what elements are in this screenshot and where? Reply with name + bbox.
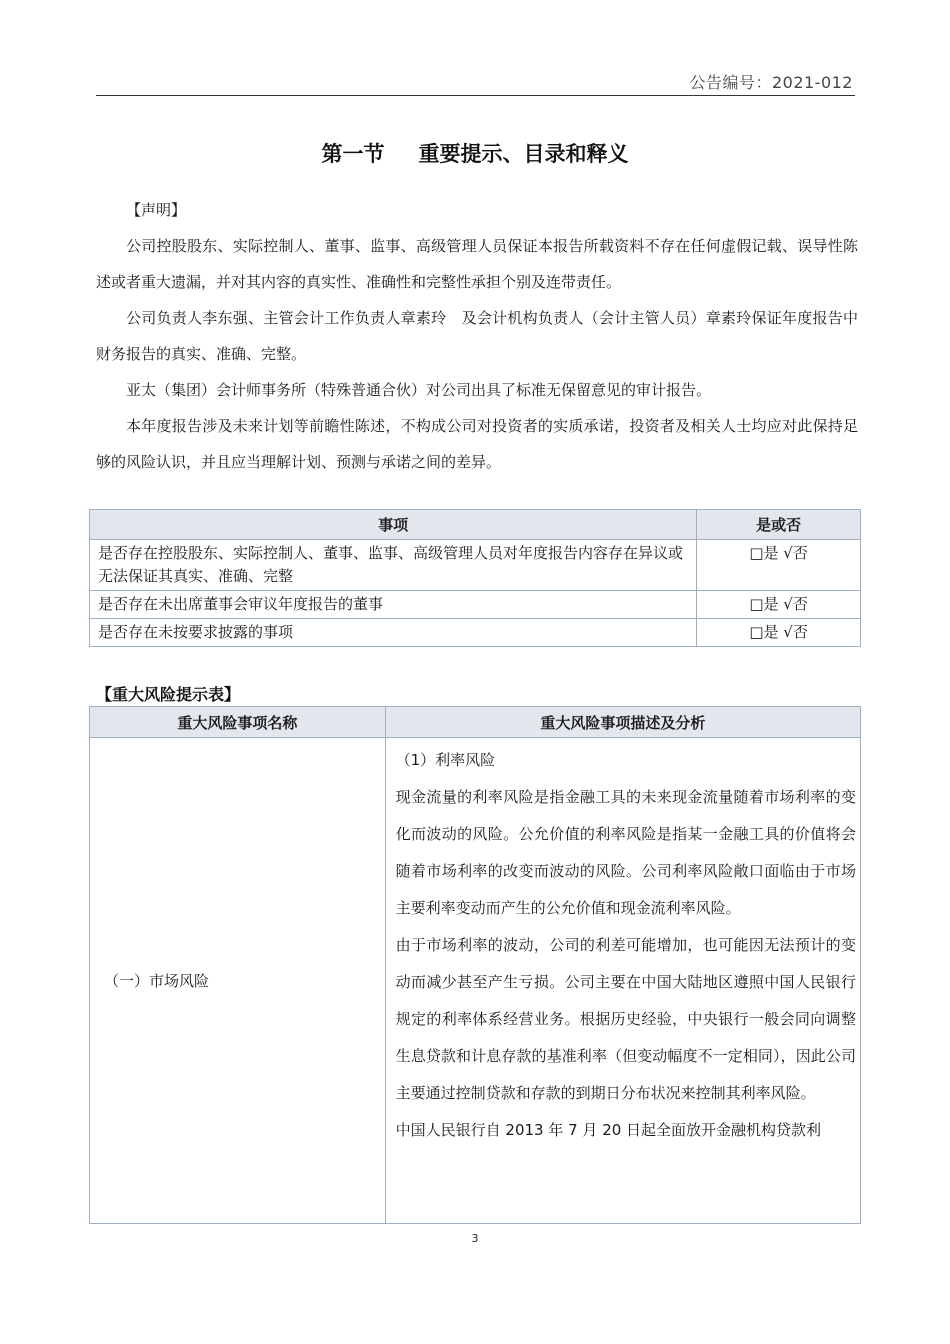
risk-subheading: （1）利率风险: [395, 751, 496, 769]
risk-description-cell: [385, 738, 860, 1224]
page-number: 3: [471, 1232, 479, 1245]
risk-paragraph: 现金流量的利率风险是指金融工具的未来现金流量随着市场利率的变化而波动的风险。公允价值的利率风险是指某一金融工具的价值将会随着市场利率的改变而波动的风险。公司利率风险敞口面临由于市场主要利率变动而产生的公允价值和现金流利率风险。: [395, 788, 856, 917]
statement-paragraph: 公司控股股东、实际控制人、董事、监事、高级管理人员保证本报告所载资料不存在任何虚假记载、误导性陈述或者重大遗漏，并对其内容的真实性、准确性和完整性承担个别及连带责任。: [96, 237, 858, 291]
table-header-row: [90, 510, 861, 540]
table-row: [90, 619, 861, 647]
column-header: 重大风险事项描述及分析: [385, 707, 860, 738]
risk-table: [89, 706, 861, 1224]
column-header: 事项: [90, 510, 697, 540]
section-number: 第一节: [321, 142, 385, 166]
statement-paragraph: 亚太（集团）会计师事务所（特殊普通合伙）对公司出具了标准无保留意见的审计报告。: [126, 381, 712, 399]
statement-label: 【声明】: [126, 201, 187, 219]
risk-paragraph: 由于市场利率的波动，公司的利差可能增加，也可能因无法预计的变动而减少甚至产生亏损。公司主要在中国大陆地区遵照中国人民银行规定的利率体系经营业务。根据历史经验，中央银行一般会同向调整生息贷款和计息存款的基准利率（但变动幅度不一定相同），因此公司主要通过控制贷款和存款的到期日分布状况来控制其利率风险。: [395, 936, 856, 1102]
column-header: 重大风险事项名称: [90, 707, 386, 738]
table-header-row: [90, 707, 861, 738]
answer-cell: □是 √否: [697, 591, 861, 619]
risk-table-title: 【重大风险提示表】: [96, 685, 241, 704]
item-cell: 是否存在控股股东、实际控制人、董事、监事、高级管理人员对年度报告内容存在异议或无法保证其真实、准确、完整: [90, 540, 697, 591]
header-divider: [96, 95, 855, 96]
answer-cell: □是 √否: [697, 619, 861, 647]
confirmation-table: [89, 509, 861, 647]
item-cell: 是否存在未出席董事会审议年度报告的董事: [90, 591, 697, 619]
section-title: [0, 138, 950, 168]
statement-paragraph: 公司负责人李东强、主管会计工作负责人章素玲 及会计机构负责人（会计主管人员）章素玲保证年度报告中财务报告的真实、准确、完整。: [96, 309, 858, 363]
announcement-number: 公告编号：2021-012: [689, 73, 853, 92]
table-row: [90, 591, 861, 619]
table-row: [90, 540, 861, 591]
table-row: [90, 738, 861, 1224]
column-header: 是或否: [697, 510, 861, 540]
risk-paragraph: 中国人民银行自 2013 年 7 月 20 日起全面放开金融机构贷款利: [395, 1121, 822, 1139]
section-heading: 重要提示、目录和释义: [418, 142, 629, 166]
item-cell: 是否存在未按要求披露的事项: [90, 619, 697, 647]
risk-name-cell: （一）市场风险: [90, 738, 386, 1224]
answer-cell: □是 √否: [697, 540, 861, 591]
statement-paragraph: 本年度报告涉及未来计划等前瞻性陈述，不构成公司对投资者的实质承诺，投资者及相关人士均应对此保持足够的风险认识，并且应当理解计划、预测与承诺之间的差异。: [96, 417, 858, 471]
statement-block: [96, 192, 858, 480]
